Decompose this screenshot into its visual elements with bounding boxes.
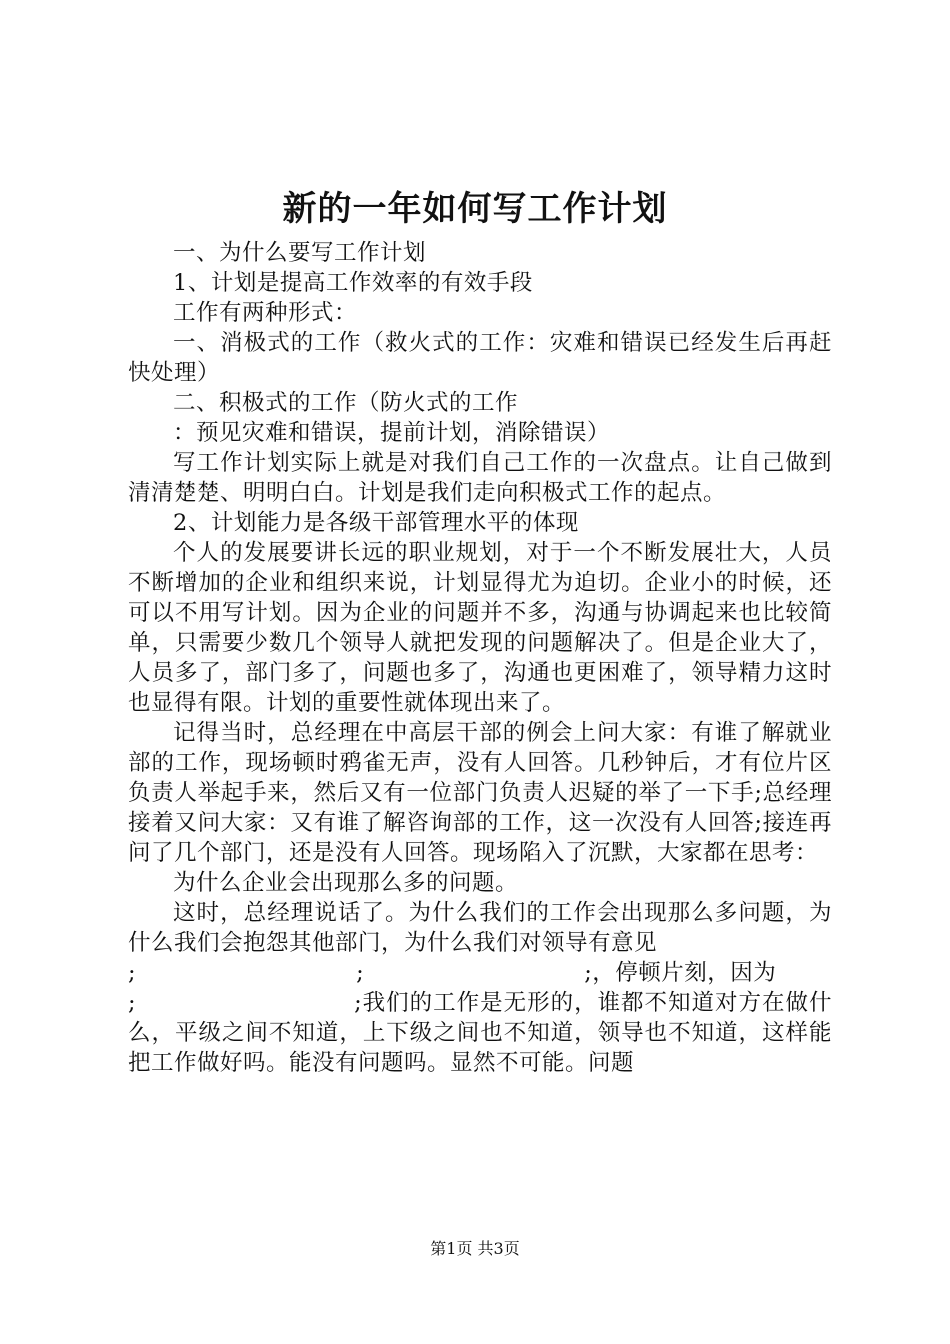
subheading-efficiency: 1、计划是提高工作效率的有效手段 [173,270,533,296]
paragraph-why-problems: 为什么企业会出现那么多的问题。 [173,870,519,896]
gap-text: ; [356,960,365,986]
paragraph-plan-inventory: 写工作计划实际上就是对我们自己工作的一次盘点。让自己做到清清楚楚、明明白白。计划是我们走向积极式工作的起点。 [128,450,832,506]
paragraph-gap-line-2 [128,988,832,1078]
document-body [128,238,832,1078]
paragraph-gap-line-1 [128,958,832,988]
gap-text: ; [128,960,137,986]
paragraph-work-forms: 工作有两种形式： [173,300,358,326]
gap-text: ;我们的工作是无形的，谁都不知道对方在做什么，平级之间不知道，上下级之间也不知道，领导也不知道，这样能把工作做好吗。能没有问题吗。显然不可能。问题 [128,990,832,1076]
gap-text: ;，停顿片刻，因为 [584,960,777,986]
paragraph-manager-speech: 这时，总经理说话了。为什么我们的工作会出现那么多问题，为什么我们会抱怨其他部门，为什么我们对领导有意见 [128,900,832,956]
paragraph-active-work-cont: ：预见灾难和错误，提前计划，消除错误） [173,420,611,446]
subheading-management: 2、计划能力是各级干部管理水平的体现 [173,510,579,536]
gap-text: ; [128,990,137,1016]
paragraph-active-work: 二、积极式的工作（防火式的工作 [173,390,519,416]
document-title: 新的一年如何写工作计划 [282,189,668,229]
paragraph-meeting-story: 记得当时，总经理在中高层干部的例会上问大家：有谁了解就业部的工作，现场顿时鸦雀无声，没有人回答。几秒钟后，才有位片区负责人举起手来，然后又有一位部门负责人迟疑的举了一下手;总经理接着又问大家：又有谁了解咨询部的工作，这一次没有人回答;接连再问了几个部门，还是没有人回答。现场陷入了沉默，大家都在思考： [128,720,832,866]
paragraph-career-planning: 个人的发展要讲长远的职业规划，对于一个不断发展壮大，人员不断增加的企业和组织来说，计划显得尤为迫切。企业小的时候，还可以不用写计划。因为企业的问题并不多，沟通与协调起来也比较简单，只需要少数几个领导人就把发现的问题解决了。但是企业大了，人员多了，部门多了，问题也多了，沟通也更困难了，领导精力这时也显得有限。计划的重要性就体现出来了。 [128,540,832,716]
paragraph-passive-work: 一、消极式的工作（救火式的工作：灾难和错误已经发生后再赶快处理） [128,330,832,386]
heading-why-plan: 一、为什么要写工作计划 [173,240,427,266]
page-footer: 第1页 共3页 [430,1239,520,1258]
